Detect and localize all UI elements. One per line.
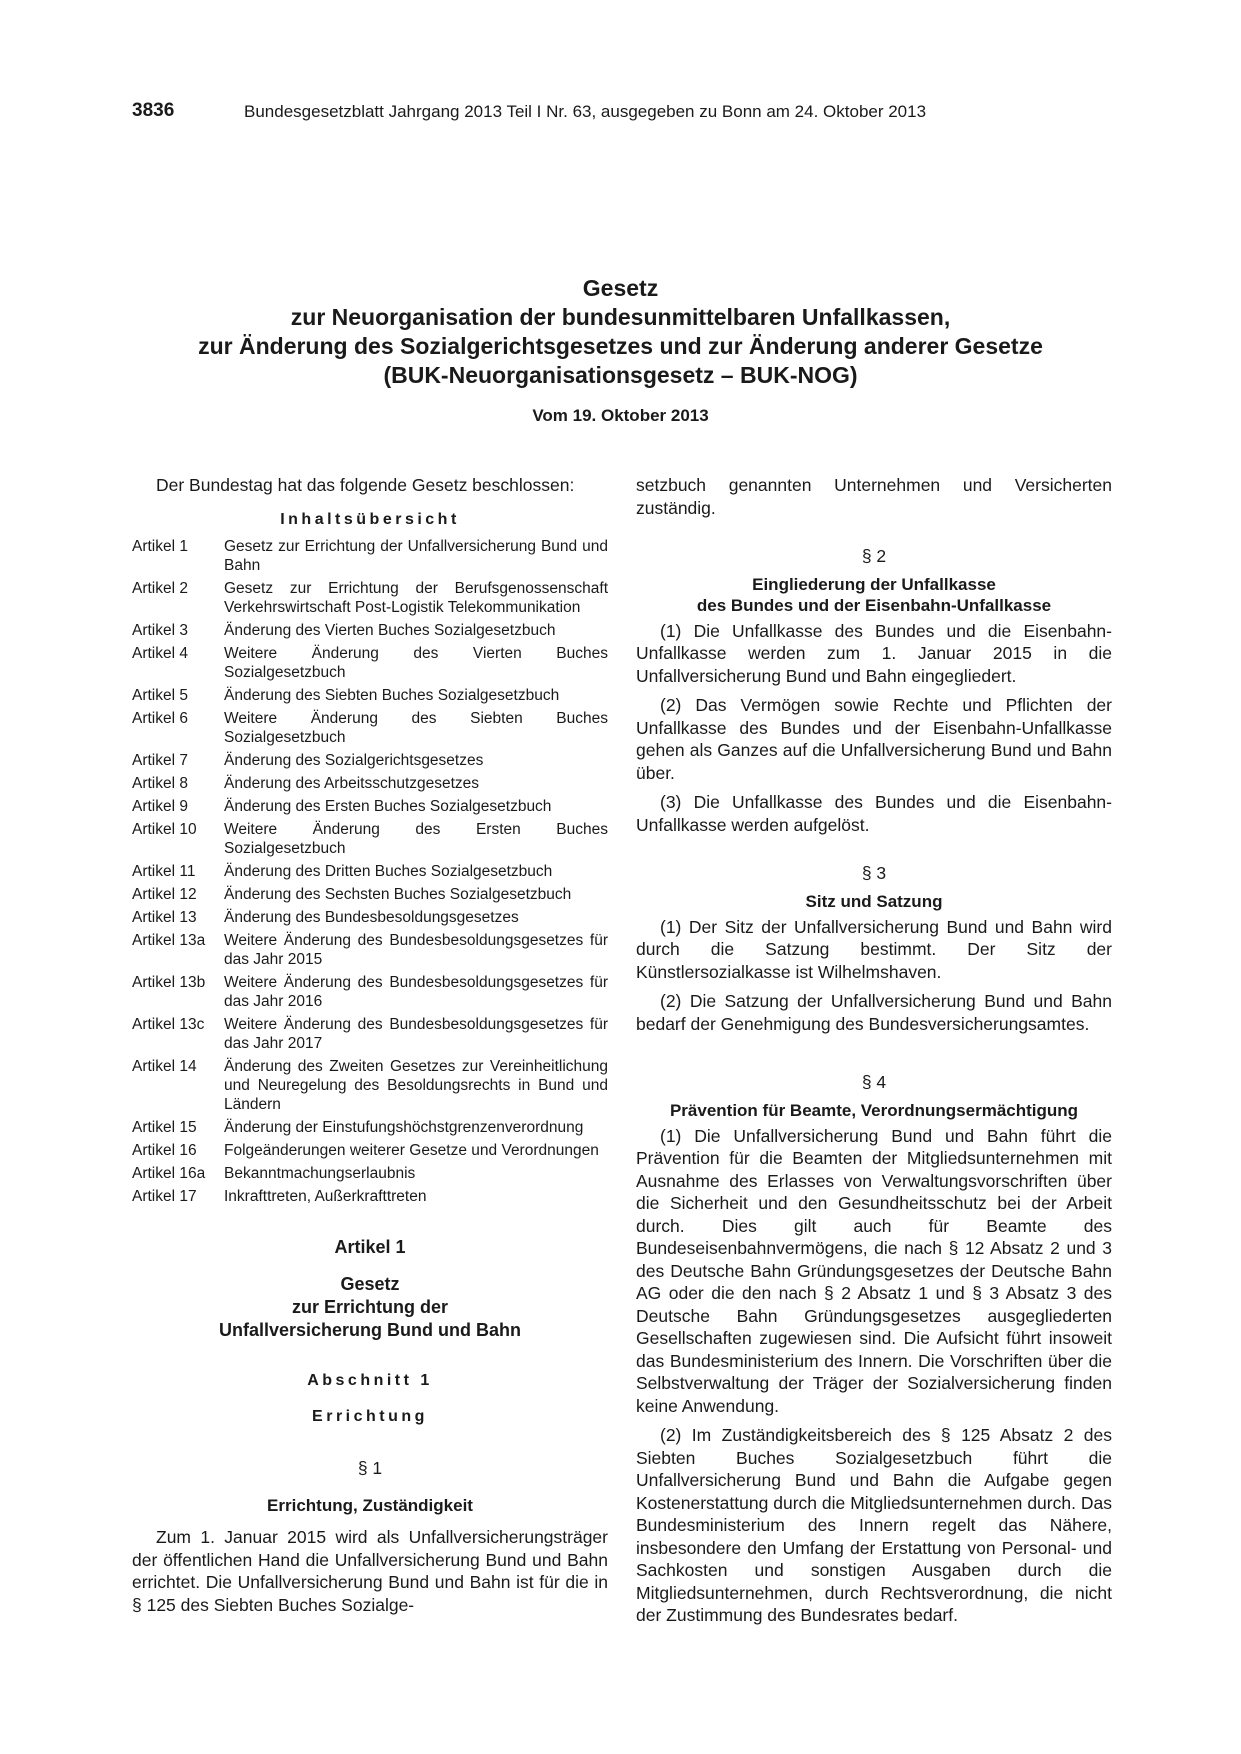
artikel1-title	[132, 1273, 608, 1342]
toc-article-number: Artikel 4	[132, 645, 188, 662]
toc-row	[132, 1187, 608, 1210]
toc-article-title: Änderung des Siebten Buches Sozialgesetzbuch	[224, 687, 560, 704]
toc-article-title: Änderung des Sozialgerichtsgesetzes	[224, 752, 484, 769]
toc-article-number: Artikel 1	[132, 538, 188, 555]
toc-article-number: Artikel 13c	[132, 1016, 205, 1033]
section-4-heading: Prävention für Beamte, Verordnungsermächtigung	[669, 1100, 1079, 1120]
title-line-2: zur Neuorganisation der bundesunmittelbaren Unfallkassen,	[290, 304, 951, 330]
right-column	[636, 474, 1112, 1627]
toc-article-title: Gesetz zur Errichtung der Unfallversicherung Bund und Bahn	[224, 538, 608, 574]
section-4-para-1: (1) Die Unfallversicherung Bund und Bahn führt die Prävention für die Beamten der Mitgliedsunternehmen mit Ausnahme des Erlasses von Verwaltungsvorschriften über die Sicherheit und den Gesundheitsschutz bei der Arbeit durch. Dies gilt auch für Beamte des Bundeseisenbahnvermögens, die nach § 12 Absatz 2 und 3 des Deutsche Bahn Gründungsgesetzes der Deutsche Bahn AG oder die den nach § 2 Absatz 1 und § 3 Absatz 3 des Deutsche Bahn Gründungsgesetzes ausgegliederten Gesellschaften zugewiesen sind. Die Aufsicht führt insoweit das Bundesministerium des Innern. Die Vorschriften über die Selbstverwaltung der Träger der Sozialversicherung finden keine Anwendung.	[636, 1125, 1112, 1416]
toc-row	[132, 1057, 608, 1118]
page-number: 3836	[132, 100, 175, 121]
artikel1-title-line-3: Unfallversicherung Bund und Bahn	[218, 1319, 522, 1340]
section-3-para-2: (2) Die Satzung der Unfallversicherung Bund und Bahn bedarf der Genehmigung des Bundesversicherungsamtes.	[636, 991, 1112, 1034]
law-title	[0, 274, 1241, 390]
toc-heading: Inhaltsübersicht	[280, 510, 460, 528]
toc-article-number: Artikel 7	[132, 752, 188, 769]
toc-row	[132, 644, 608, 686]
section-4-label: § 4	[861, 1072, 887, 1092]
toc-article-title: Weitere Änderung des Siebten Buches Sozialgesetzbuch	[224, 710, 608, 746]
section-3-heading: Sitz und Satzung	[805, 891, 943, 911]
abschnitt-title: Errichtung	[312, 1408, 428, 1425]
toc-article-title: Änderung des Zweiten Gesetzes zur Vereinheitlichung und Neuregelung des Besoldungsrechts in Bund und Ländern	[224, 1058, 608, 1113]
toc-row	[132, 797, 608, 820]
toc-article-title: Weitere Änderung des Ersten Buches Sozialgesetzbuch	[224, 821, 608, 857]
toc-row	[132, 709, 608, 751]
toc-article-title: Änderung des Sechsten Buches Sozialgesetzbuch	[224, 886, 572, 903]
section-2-para-3: (3) Die Unfallkasse des Bundes und die Eisenbahn-Unfallkasse werden aufgelöst.	[636, 792, 1112, 835]
gazette-header: Bundesgesetzblatt Jahrgang 2013 Teil I Nr. 63, ausgegeben zu Bonn am 24. Oktober 2013	[244, 102, 927, 121]
toc-article-number: Artikel 13	[132, 909, 197, 926]
law-date: Vom 19. Oktober 2013	[532, 406, 709, 425]
toc-article-title: Weitere Änderung des Bundesbesoldungsgesetzes für das Jahr 2015	[224, 932, 608, 968]
toc-row	[132, 931, 608, 973]
toc-article-title: Weitere Änderung des Vierten Buches Sozialgesetzbuch	[224, 645, 608, 681]
toc-row	[132, 751, 608, 774]
title-line-4: (BUK-Neuorganisationsgesetz – BUK-NOG)	[383, 362, 858, 388]
toc-row	[132, 1118, 608, 1141]
toc-article-title: Weitere Änderung des Bundesbesoldungsgesetzes für das Jahr 2016	[224, 974, 608, 1010]
toc-article-title: Änderung des Ersten Buches Sozialgesetzbuch	[224, 798, 552, 815]
left-column	[132, 474, 608, 1616]
toc-article-number: Artikel 17	[132, 1188, 197, 1205]
toc-article-number: Artikel 14	[132, 1058, 197, 1075]
toc-article-number: Artikel 12	[132, 886, 197, 903]
toc-row	[132, 973, 608, 1015]
toc-article-number: Artikel 16a	[132, 1165, 206, 1182]
artikel1-title-line-1: Gesetz	[340, 1273, 400, 1294]
toc-row	[132, 686, 608, 709]
toc-row	[132, 908, 608, 931]
toc-article-number: Artikel 13a	[132, 932, 206, 949]
artikel1-title-line-2: zur Errichtung der	[291, 1296, 448, 1317]
toc-article-number: Artikel 10	[132, 821, 197, 838]
toc-article-number: Artikel 11	[132, 863, 196, 880]
section-1-text-continued: setzbuch genannten Unternehmen und Versicherten zuständig.	[636, 475, 1112, 518]
artikel1-label: Artikel 1	[334, 1237, 406, 1257]
abschnitt-label: Abschnitt 1	[307, 1371, 433, 1389]
toc-article-title: Bekanntmachungserlaubnis	[224, 1165, 416, 1182]
toc-article-number: Artikel 16	[132, 1142, 197, 1159]
toc-article-title: Änderung des Arbeitsschutzgesetzes	[224, 775, 480, 792]
toc-row	[132, 579, 608, 621]
toc-article-number: Artikel 15	[132, 1119, 197, 1136]
toc-article-title: Änderung der Einstufungshöchstgrenzenverordnung	[224, 1119, 584, 1136]
toc-article-number: Artikel 5	[132, 687, 188, 704]
toc-article-number: Artikel 6	[132, 710, 188, 727]
section-2-para-2: (2) Das Vermögen sowie Rechte und Pflichten der Unfallkasse des Bundes und der Eisenbahn-Unfallkasse gehen als Ganzes auf die Unfallversicherung Bund und Bahn über.	[636, 695, 1112, 783]
toc-article-title: Inkrafttreten, Außerkrafttreten	[224, 1188, 427, 1205]
toc-article-number: Artikel 2	[132, 580, 188, 597]
toc-article-title: Weitere Änderung des Bundesbesoldungsgesetzes für das Jahr 2017	[224, 1016, 608, 1052]
title-line-3: zur Änderung des Sozialgerichtsgesetzes und zur Änderung anderer Gesetze	[198, 333, 1043, 359]
toc-article-title: Gesetz zur Errichtung der Berufsgenossenschaft Verkehrswirtschaft Post-Logistik Telekommunikation	[224, 580, 608, 616]
intro-text: Der Bundestag hat das folgende Gesetz beschlossen:	[156, 475, 575, 495]
toc-row	[132, 1164, 608, 1187]
section-2-heading-line-1: Eingliederung der Unfallkasse	[752, 574, 996, 594]
toc-article-number: Artikel 3	[132, 622, 188, 639]
section-2-heading-line-2: des Bundes und der Eisenbahn-Unfallkasse	[696, 595, 1052, 615]
toc-row	[132, 1015, 608, 1057]
section-2-para-1: (1) Die Unfallkasse des Bundes und die Eisenbahn-Unfallkasse werden zum 1. Januar 2015 in die Unfallversicherung Bund und Bahn eingegliedert.	[636, 620, 1112, 686]
toc-article-title: Änderung des Dritten Buches Sozialgesetzbuch	[224, 863, 553, 880]
toc-row	[132, 862, 608, 885]
toc-row	[132, 537, 608, 579]
section-1-label: § 1	[357, 1457, 383, 1478]
section-1-heading: Errichtung, Zuständigkeit	[267, 1496, 473, 1515]
table-of-contents	[132, 537, 608, 1210]
toc-article-title: Änderung des Bundesbesoldungsgesetzes	[224, 909, 519, 926]
section-3-label: § 3	[861, 863, 887, 883]
toc-row	[132, 820, 608, 862]
toc-row	[132, 885, 608, 908]
toc-article-title: Folgeänderungen weiterer Gesetze und Verordnungen	[224, 1142, 599, 1159]
toc-row	[132, 1141, 608, 1164]
toc-row	[132, 774, 608, 797]
toc-article-number: Artikel 13b	[132, 974, 206, 991]
toc-article-number: Artikel 9	[132, 798, 188, 815]
toc-article-number: Artikel 8	[132, 775, 188, 792]
title-line-1: Gesetz	[582, 275, 659, 301]
section-2-label: § 2	[861, 546, 887, 566]
toc-article-title: Änderung des Vierten Buches Sozialgesetzbuch	[224, 622, 556, 639]
toc-row	[132, 621, 608, 644]
section-1-text-start: Zum 1. Januar 2015 wird als Unfallversicherungsträger der öffentlichen Hand die Unfallversicherung Bund und Bahn errichtet. Die Unfallversicherung Bund und Bahn ist für die in § 125 des Siebten Buches Sozialge-	[132, 1527, 608, 1615]
section-2-heading	[636, 574, 1112, 616]
section-4-para-2: (2) Im Zuständigkeitsbereich des § 125 Absatz 2 des Siebten Buches Sozialgesetzbuch führt die Unfallversicherung Bund und Bahn die Aufgabe gegen Kostenerstattung durch die Mitgliedsunternehmen durch. Das Bundesministerium des Innern regelt das Nähere, insbesondere den Umfang der Erstattung von Personal- und Sachkosten und sonstigen Ausgaben durch die Mitgliedsunternehmen, durch Rechtsverordnung, die nicht der Zustimmung des Bundesrates bedarf.	[636, 1425, 1112, 1625]
section-3-para-1: (1) Der Sitz der Unfallversicherung Bund und Bahn wird durch die Satzung bestimmt. Der Sitz der Künstlersozialkasse ist Wilhelmshaven.	[636, 916, 1112, 982]
